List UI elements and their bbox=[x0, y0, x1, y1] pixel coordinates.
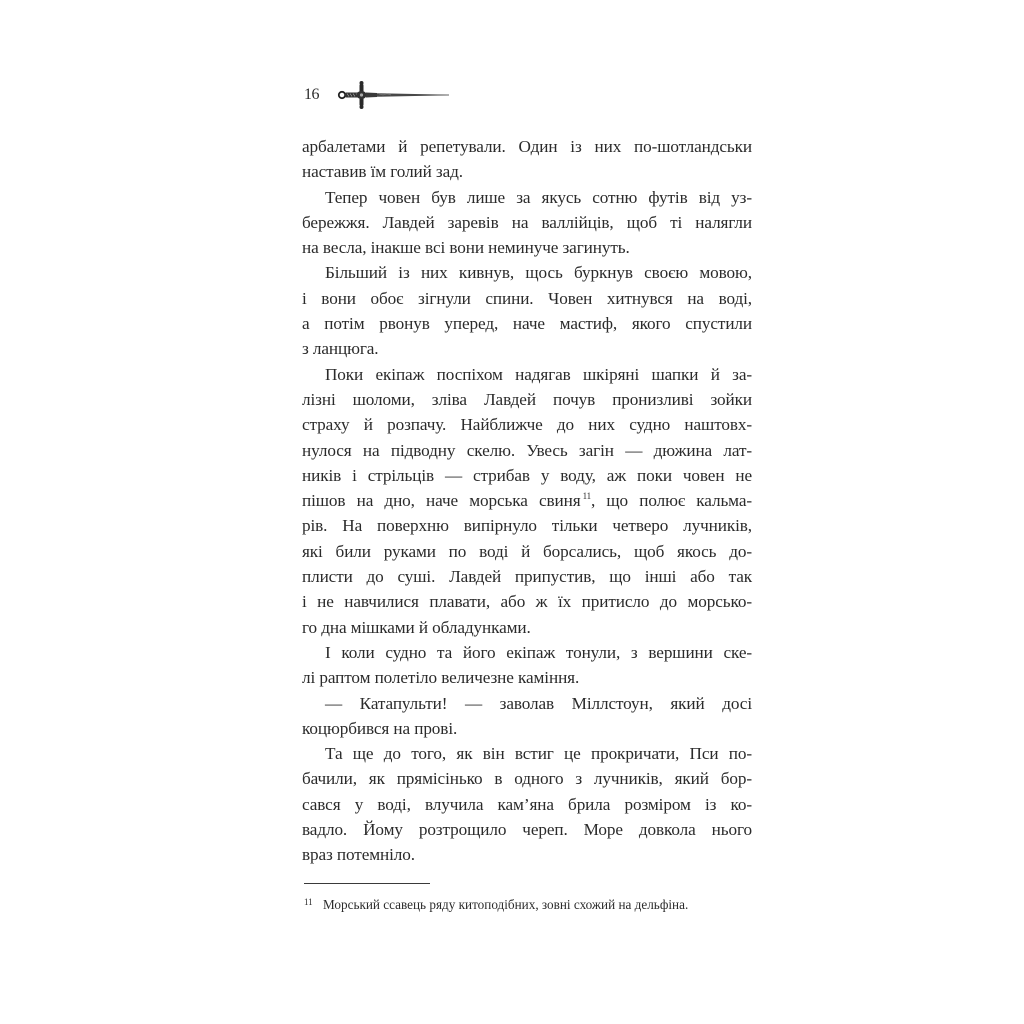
text-line: на весла, інакше всі вони неминуче загинуть. bbox=[302, 238, 630, 258]
text-line: наставив їм голий зад. bbox=[302, 162, 463, 182]
text-line: сався у воді, влучила кам’яна брила розміром із ко- bbox=[302, 794, 752, 814]
text-segment: пішов на дно, наче морська свиня bbox=[302, 491, 581, 511]
footnote-reference[interactable]: 11 bbox=[582, 491, 592, 502]
text-line: ників і стрільців — стрибав у воду, аж поки човен не bbox=[302, 465, 752, 485]
paragraph-first-line: Та ще до того, як він встиг це прокричати, Пси по- bbox=[325, 744, 752, 764]
text-segment: , що полює кальма- bbox=[591, 491, 752, 511]
text-line: страху й розпачу. Найближче до них судно наштовх- bbox=[302, 415, 752, 435]
text-line: арбалетами й репетували. Один із них по-шотландськи bbox=[302, 137, 752, 156]
text-line: і не навчилися плавати, або ж їх притисло до морсько- bbox=[302, 592, 752, 612]
text-line: рів. На поверхню випірнуло тільки четверо лучників, bbox=[302, 516, 752, 536]
text-line: і вони обоє зігнули спини. Човен хитнувся на воді, bbox=[302, 288, 752, 308]
text-line: які били руками по воді й борсались, щоб якось до- bbox=[302, 541, 752, 561]
dagger-icon bbox=[337, 80, 451, 110]
paragraph-first-line: Поки екіпаж поспіхом надягав шкіряні шапки й за- bbox=[325, 364, 752, 384]
text-line: з ланцюга. bbox=[302, 339, 379, 359]
text-line: а потім рвонув уперед, наче мастиф, якого спустили bbox=[302, 314, 752, 334]
text-line: плисти до суші. Лавдей припустив, що інші або так bbox=[302, 567, 752, 587]
body-text bbox=[302, 134, 752, 868]
text-line: бачили, як прямісінько в одного з лучників, який бор- bbox=[302, 769, 752, 789]
footnote-number: 11 bbox=[304, 897, 313, 907]
text-line bbox=[302, 488, 752, 513]
footnote-text: Морський ссавець ряду китоподібних, зовні схожий на дельфіна. bbox=[323, 897, 689, 912]
text-line: вадло. Йому розтрощило череп. Море довкола нього bbox=[302, 820, 752, 840]
text-line: бережжя. Лавдей заревів на валлійців, щоб ті налягли bbox=[302, 212, 752, 232]
paragraph-first-line: І коли судно та його екіпаж тонули, з вершини ске- bbox=[325, 642, 752, 662]
text-line: враз потемніло. bbox=[302, 845, 415, 865]
paragraph-first-line: Тепер човен був лише за якусь сотню футів від уз- bbox=[325, 187, 752, 207]
page-header bbox=[304, 80, 451, 110]
footnote-divider bbox=[304, 883, 430, 884]
page-number: 16 bbox=[304, 86, 319, 103]
paragraph-first-line: — Катапульти! — заволав Міллстоун, який досі bbox=[325, 693, 752, 713]
text-line: нулося на підводну скелю. Увесь загін — дюжина лат- bbox=[302, 440, 752, 460]
text-line: коцюрбився на прові. bbox=[302, 718, 458, 738]
text-line: лізні шоломи, зліва Лавдей почув пронизливі зойки bbox=[302, 389, 752, 409]
text-line: лі раптом полетіло величезне каміння. bbox=[302, 668, 580, 688]
footnote bbox=[304, 893, 764, 914]
text-line: го дна мішками й обладунками. bbox=[302, 617, 531, 637]
paragraph-first-line: Більший із них кивнув, щось буркнув своєю мовою, bbox=[325, 263, 752, 283]
